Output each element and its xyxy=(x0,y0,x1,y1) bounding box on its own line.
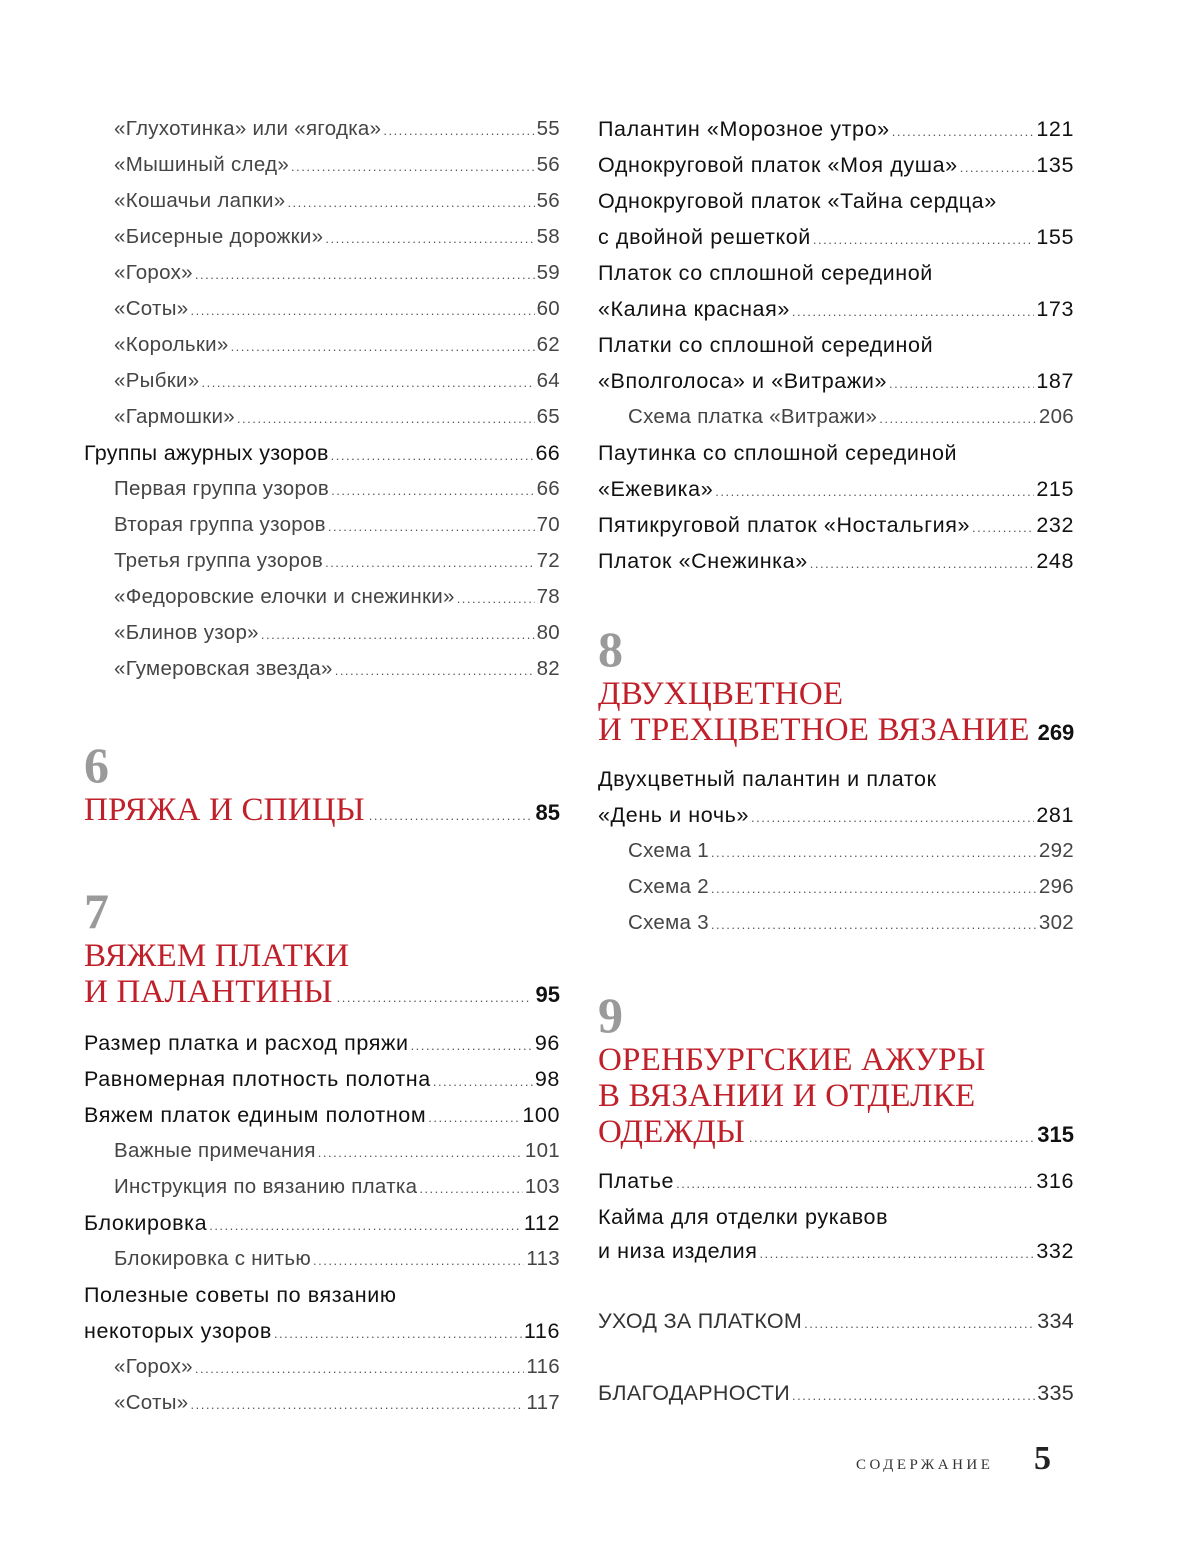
toc-entry[interactable] xyxy=(114,292,560,326)
toc-entry-title: Полезные советы по вязанию xyxy=(84,1283,397,1307)
toc-entry[interactable] xyxy=(598,1304,1074,1338)
toc-entry-page: 116 xyxy=(523,1319,560,1343)
toc-entry-title: «Рыбки» xyxy=(114,369,200,392)
chapter-title: ВЯЖЕМ ПЛАТКИ xyxy=(84,938,350,974)
dot-leader xyxy=(715,475,1034,509)
toc-entry-title: Инструкция по вязанию платка xyxy=(114,1175,418,1198)
toc-entry[interactable] xyxy=(598,508,1074,542)
chapter-page: 95 xyxy=(535,982,560,1007)
dot-leader xyxy=(209,1209,522,1243)
toc-entry[interactable] xyxy=(598,798,1074,832)
dot-leader xyxy=(318,1136,523,1170)
toc-entry[interactable] xyxy=(598,1200,1074,1234)
toc-entry-page: 82 xyxy=(536,657,560,680)
toc-entry-page: 215 xyxy=(1036,477,1074,501)
toc-entry-title: Однокруговой платок «Моя душа» xyxy=(598,153,958,177)
toc-entry-page: 64 xyxy=(536,369,560,392)
toc-entry[interactable] xyxy=(598,544,1074,578)
chapter-title: ДВУХЦВЕТНОЕ xyxy=(598,676,844,712)
toc-entry-title: Платок «Снежинка» xyxy=(598,549,808,573)
dot-leader xyxy=(274,1317,522,1351)
toc-entry-page: 62 xyxy=(536,333,560,356)
chapter-title: ПРЯЖА И СПИЦЫ xyxy=(84,792,365,828)
toc-entry-title: с двойной решеткой xyxy=(598,225,811,249)
toc-entry-title: Пятикруговой платок «Ностальгия» xyxy=(598,513,971,537)
dot-leader xyxy=(337,990,532,1005)
chapter-number: 6 xyxy=(84,737,109,793)
dot-leader xyxy=(711,872,1037,906)
chapter-title: ОДЕЖДЫ xyxy=(598,1114,745,1150)
chapter-title: ОРЕНБУРГСКИЕ АЖУРЫ xyxy=(598,1042,986,1078)
dot-leader xyxy=(810,547,1035,581)
toc-entry-page: 66 xyxy=(536,477,560,500)
toc-entry-title: «Калина красная» xyxy=(598,297,790,321)
toc-entry[interactable] xyxy=(114,1242,560,1276)
toc-entry-title: «Блинов узор» xyxy=(114,621,259,644)
toc-entry[interactable] xyxy=(598,1234,1074,1268)
chapter-heading[interactable] xyxy=(84,938,560,974)
dot-leader xyxy=(313,1244,524,1278)
dot-leader xyxy=(325,222,534,256)
dot-leader xyxy=(190,294,534,328)
toc-entry-title: Размер платка и расход пряжи xyxy=(84,1031,409,1055)
dot-leader xyxy=(428,1101,520,1135)
dot-leader xyxy=(433,1065,533,1099)
dot-leader xyxy=(892,115,1035,149)
toc-entry-page: 101 xyxy=(524,1139,560,1162)
toc-entry-page: 65 xyxy=(536,405,560,428)
toc-entry[interactable] xyxy=(628,400,1074,434)
page-number: 5 xyxy=(1034,1440,1051,1477)
dot-leader xyxy=(411,1029,533,1063)
chapter-page: 85 xyxy=(535,800,560,825)
dot-leader xyxy=(335,654,535,688)
toc-entry-page: 187 xyxy=(1036,369,1074,393)
toc-entry[interactable] xyxy=(628,870,1074,904)
toc-entry-page: 334 xyxy=(1037,1309,1074,1333)
dot-leader xyxy=(325,546,535,580)
toc-entry-title: Блокировка с нитью xyxy=(114,1247,312,1270)
toc-entry[interactable] xyxy=(84,1098,560,1132)
toc-entry[interactable] xyxy=(598,220,1074,254)
toc-entry[interactable] xyxy=(84,436,560,470)
chapter-number: 7 xyxy=(84,883,109,939)
toc-entry[interactable] xyxy=(598,364,1074,398)
toc-entry-title: Важные примечания xyxy=(114,1139,316,1162)
chapter-heading[interactable] xyxy=(598,676,1074,712)
toc-entry[interactable] xyxy=(598,292,1074,326)
toc-entry-title: и низа изделия xyxy=(598,1239,758,1263)
toc-entry-page: 117 xyxy=(526,1391,560,1414)
toc-entry-title: «Корольки» xyxy=(114,333,229,356)
dot-leader xyxy=(711,836,1037,870)
toc-entry-title: «Кошачьи лапки» xyxy=(114,189,286,212)
toc-entry-title: Блокировка xyxy=(84,1211,208,1235)
toc-entry-page: 60 xyxy=(536,297,560,320)
dot-leader xyxy=(331,439,534,473)
toc-entry[interactable] xyxy=(598,472,1074,506)
toc-right-column xyxy=(598,0,1074,1565)
toc-entry-page: 103 xyxy=(524,1175,560,1198)
toc-entry-title: Равномерная плотность полотна xyxy=(84,1067,431,1091)
toc-entry-title: некоторых узоров xyxy=(84,1319,272,1343)
toc-entry-page: 98 xyxy=(534,1067,560,1091)
toc-entry-page: 121 xyxy=(1036,117,1074,141)
chapter-heading[interactable] xyxy=(598,712,1074,748)
dot-leader xyxy=(751,801,1034,835)
toc-entry[interactable] xyxy=(84,1314,560,1348)
toc-entry[interactable] xyxy=(114,580,560,614)
toc-entry[interactable] xyxy=(114,1386,560,1420)
toc-entry-title: «Вполголоса» и «Витражи» xyxy=(598,369,888,393)
toc-entry[interactable] xyxy=(84,1026,560,1060)
toc-entry[interactable] xyxy=(114,220,560,254)
toc-entry[interactable] xyxy=(84,1278,560,1312)
dot-leader xyxy=(201,366,534,400)
dot-leader xyxy=(383,114,534,148)
toc-entry-title: Платок со сплошной серединой xyxy=(598,261,933,285)
toc-entry[interactable] xyxy=(114,508,560,542)
dot-leader xyxy=(328,510,535,544)
toc-entry-page: 155 xyxy=(1036,225,1074,249)
toc-entry[interactable] xyxy=(114,616,560,650)
dot-leader xyxy=(960,151,1035,185)
toc-entry[interactable] xyxy=(114,256,560,290)
toc-entry-title: Вяжем платок единым полотном xyxy=(84,1103,427,1127)
chapter-heading[interactable] xyxy=(84,974,560,1010)
dot-leader xyxy=(889,367,1034,401)
toc-entry-title: Платки со сплошной серединой xyxy=(598,333,934,357)
toc-entry-title: Паутинка со сплошной серединой xyxy=(598,441,958,465)
chapter-title: И ПАЛАНТИНЫ xyxy=(84,974,333,1010)
toc-entry-title: Палантин «Морозное утро» xyxy=(598,117,890,141)
dot-leader xyxy=(804,1307,1035,1341)
toc-entry-title: «Мышиный след» xyxy=(114,153,290,176)
toc-entry-title: Группы ажурных узоров xyxy=(84,441,329,465)
toc-entry-page: 173 xyxy=(1036,297,1074,321)
toc-entry-title: УХОД ЗА ПЛАТКОМ xyxy=(598,1309,803,1333)
toc-entry-title: «Ежевика» xyxy=(598,477,714,501)
toc-entry-title: «День и ночь» xyxy=(598,803,750,827)
chapter-title: И ТРЕХЦВЕТНОЕ ВЯЗАНИЕ xyxy=(598,712,1030,748)
chapter-page: 269 xyxy=(1037,720,1075,745)
dot-leader xyxy=(291,150,535,184)
toc-entry[interactable] xyxy=(84,1062,560,1096)
dot-leader xyxy=(759,1237,1034,1271)
dot-leader xyxy=(457,582,535,616)
toc-entry[interactable] xyxy=(598,1376,1074,1410)
toc-entry[interactable] xyxy=(598,1164,1074,1198)
toc-entry[interactable] xyxy=(628,906,1074,940)
toc-entry-page: 135 xyxy=(1036,153,1074,177)
toc-entry[interactable] xyxy=(114,652,560,686)
toc-entry[interactable] xyxy=(114,472,560,506)
toc-entry-page: 292 xyxy=(1038,839,1074,862)
running-footer-label: СОДЕРЖАНИЕ xyxy=(856,1457,994,1473)
dot-leader xyxy=(261,618,535,652)
toc-entry-title: Схема 2 xyxy=(628,875,709,898)
toc-entry-title: «Соты» xyxy=(114,297,189,320)
toc-entry[interactable] xyxy=(598,148,1074,182)
toc-entry-page: 112 xyxy=(523,1211,560,1235)
dot-leader xyxy=(231,330,535,364)
toc-entry-page: 316 xyxy=(1036,1169,1074,1193)
toc-entry-page: 113 xyxy=(526,1247,560,1270)
dot-leader xyxy=(676,1167,1034,1201)
dot-leader xyxy=(749,1130,1033,1145)
toc-entry[interactable] xyxy=(114,148,560,182)
chapter-heading[interactable] xyxy=(598,1114,1074,1150)
chapter-heading[interactable] xyxy=(598,1042,1074,1078)
toc-entry-page: 116 xyxy=(526,1355,560,1378)
toc-entry[interactable] xyxy=(114,1134,560,1168)
dot-leader xyxy=(195,1352,525,1386)
toc-entry-title: Вторая группа узоров xyxy=(114,513,326,536)
toc-entry[interactable] xyxy=(114,364,560,398)
toc-entry[interactable] xyxy=(598,436,1074,470)
dot-leader xyxy=(190,1388,524,1422)
toc-entry-page: 56 xyxy=(536,189,560,212)
toc-entry[interactable] xyxy=(114,544,560,578)
dot-leader xyxy=(419,1172,523,1206)
toc-entry[interactable] xyxy=(114,112,560,146)
chapter-title: В ВЯЗАНИИ И ОТДЕЛКЕ xyxy=(598,1078,976,1114)
dot-leader xyxy=(792,295,1034,329)
toc-entry-page: 58 xyxy=(536,225,560,248)
toc-entry-page: 206 xyxy=(1038,405,1074,428)
toc-entry-page: 248 xyxy=(1036,549,1074,573)
toc-entry-page: 80 xyxy=(536,621,560,644)
chapter-heading[interactable] xyxy=(84,792,560,828)
toc-entry-page: 70 xyxy=(536,513,560,536)
toc-entry[interactable] xyxy=(114,184,560,218)
toc-entry[interactable] xyxy=(598,256,1074,290)
toc-entry[interactable] xyxy=(628,834,1074,868)
toc-entry-title: «Бисерные дорожки» xyxy=(114,225,324,248)
toc-entry-title: «Горох» xyxy=(114,261,193,284)
toc-entry[interactable] xyxy=(598,762,1074,796)
toc-entry-title: Двухцветный палантин и платок xyxy=(598,767,937,791)
dot-leader xyxy=(237,402,535,436)
toc-entry-title: «Гармошки» xyxy=(114,405,235,428)
toc-entry-title: «Федоровские елочки и снежинки» xyxy=(114,585,455,608)
chapter-heading[interactable] xyxy=(598,1078,1074,1114)
toc-entry-page: 332 xyxy=(1036,1239,1074,1263)
chapter-page: 315 xyxy=(1037,1122,1074,1147)
chapter-number: 9 xyxy=(598,987,623,1043)
toc-entry-page: 100 xyxy=(522,1103,560,1127)
toc-entry-page: 335 xyxy=(1037,1381,1074,1405)
dot-leader xyxy=(369,808,532,823)
toc-entry-page: 96 xyxy=(534,1031,560,1055)
toc-entry-title: Схема платка «Витражи» xyxy=(628,405,878,428)
toc-entry[interactable] xyxy=(598,328,1074,362)
toc-entry-title: «Соты» xyxy=(114,1391,189,1414)
toc-entry-title: Первая группа узоров xyxy=(114,477,330,500)
toc-entry-title: Схема 3 xyxy=(628,911,709,934)
toc-entry-title: БЛАГОДАРНОСТИ xyxy=(598,1381,791,1405)
toc-entry[interactable] xyxy=(114,1170,560,1204)
toc-entry-page: 296 xyxy=(1038,875,1074,898)
toc-entry[interactable] xyxy=(114,1350,560,1384)
dot-leader xyxy=(792,1379,1035,1413)
dot-leader xyxy=(711,908,1037,942)
toc-entry[interactable] xyxy=(598,112,1074,146)
toc-entry-title: Кайма для отделки рукавов xyxy=(598,1205,889,1229)
chapter-number: 8 xyxy=(598,621,623,677)
dot-leader xyxy=(331,474,534,508)
dot-leader xyxy=(813,223,1034,257)
toc-entry[interactable] xyxy=(598,184,1074,218)
toc-entry-page: 55 xyxy=(536,117,560,140)
dot-leader xyxy=(195,258,535,292)
toc-entry-title: Однокруговой платок «Тайна сердца» xyxy=(598,189,997,213)
toc-entry-page: 232 xyxy=(1036,513,1074,537)
toc-entry-title: «Глухотинка» или «ягодка» xyxy=(114,117,382,140)
toc-entry-page: 302 xyxy=(1038,911,1074,934)
dot-leader xyxy=(287,186,534,220)
toc-entry[interactable] xyxy=(114,328,560,362)
toc-entry-page: 59 xyxy=(536,261,560,284)
dot-leader xyxy=(879,402,1037,436)
toc-entry-page: 281 xyxy=(1036,803,1074,827)
toc-entry-page: 56 xyxy=(536,153,560,176)
toc-left-column xyxy=(84,0,560,1565)
toc-entry-page: 78 xyxy=(536,585,560,608)
toc-entry[interactable] xyxy=(84,1206,560,1240)
dot-leader xyxy=(972,511,1034,545)
toc-entry-title: «Гумеровская звезда» xyxy=(114,657,333,680)
toc-entry-title: Третья группа узоров xyxy=(114,549,324,572)
toc-entry-title: Платье xyxy=(598,1169,675,1193)
toc-entry-title: Схема 1 xyxy=(628,839,709,862)
toc-entry-title: «Горох» xyxy=(114,1355,193,1378)
toc-entry[interactable] xyxy=(114,400,560,434)
toc-entry-page: 66 xyxy=(535,441,560,465)
toc-entry-page: 72 xyxy=(536,549,560,572)
